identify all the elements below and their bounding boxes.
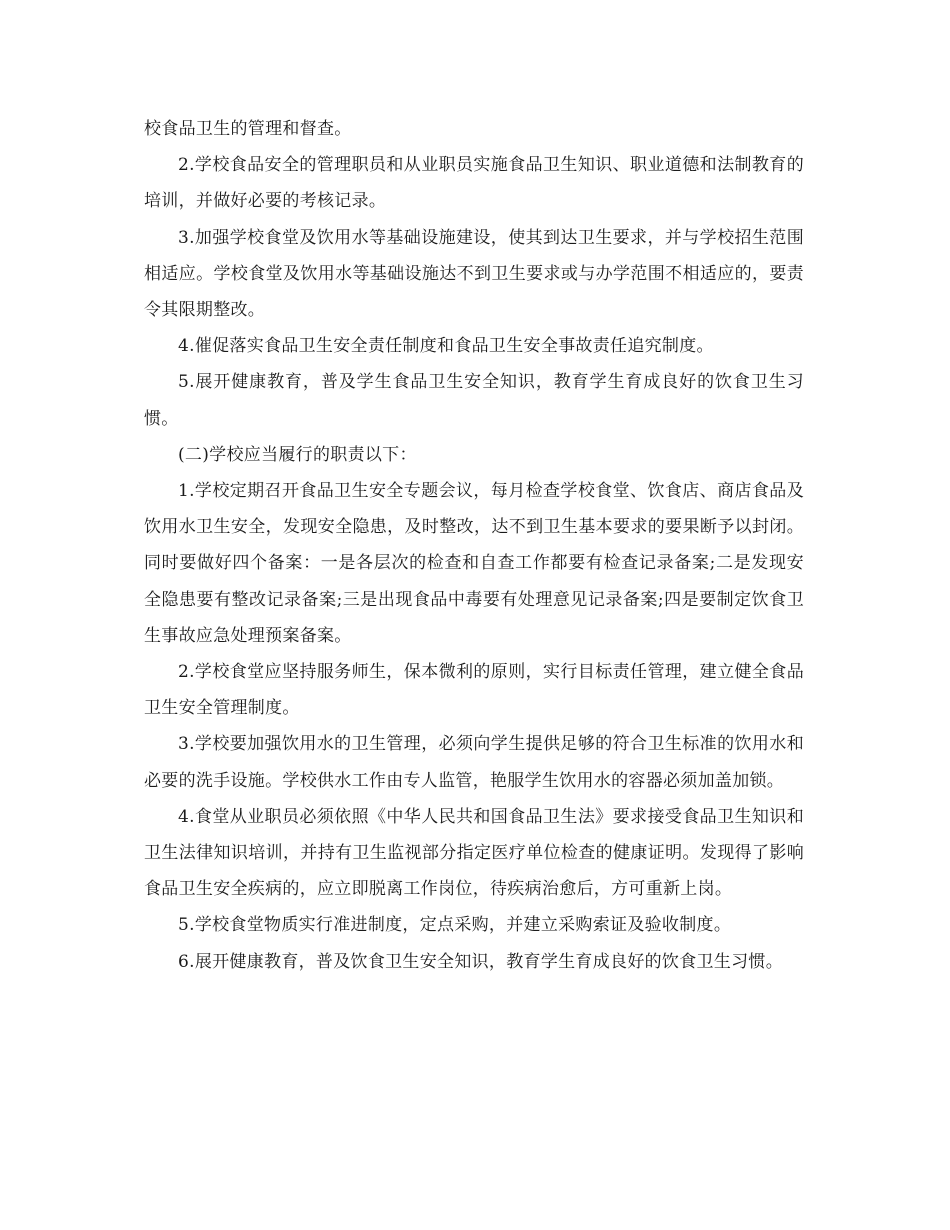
paragraph-1: 校食品卫生的管理和督查。 <box>144 119 352 139</box>
document-body <box>144 111 804 980</box>
paragraph-12: 6.展开健康教育，普及饮食卫生安全知识，教育学生育成良好的饮食卫生习惯。 <box>178 951 784 972</box>
paragraph-11: 5.学校食堂物质实行准进制度，定点采购，并建立采购索证及验收制度。 <box>178 915 732 936</box>
paragraph-9: 3.学校要加强饮用水的卫生管理，必须向学生提供足够的符合卫生标准的饮用水和必要的洗手设施。学校供水工作由专人监管，艳服学生饮用水的容器必须加盖加锁。 <box>144 734 804 791</box>
paragraph-10: 4.食堂从业职员必须依照《中华人民共和国食品卫生法》要求接受食品卫生知识和卫生法律知识培训，并持有卫生监视部分指定医疗单位检查的健康证明。发现得了影响食品卫生安全疾病的，应立即脱离工作岗位，待疾病治愈后，方可重新上岗。 <box>144 806 804 900</box>
paragraph-2: 2.学校食品安全的管理职员和从业职员实施食品卫生知识、职业道德和法制教育的培训，并做好必要的考核记录。 <box>144 155 804 212</box>
paragraph-7: 1.学校定期召开食品卫生安全专题会议，每月检查学校食堂、饮食店、商店食品及饮用水卫生安全，发现安全隐患，及时整改，达不到卫生基本要求的要果断予以封闭。同时要做好四个备案：一是各层次的检查和自查工作都要有检查记录备案;二是发现安全隐患要有整改记录备案;三是出现食品中毒要有处理意见记录备案;四是要制定饮食卫生事故应急处理预案备案。 <box>144 481 804 646</box>
paragraph-8: 2.学校食堂应坚持服务师生，保本微利的原则，实行目标责任管理，建立健全食品卫生安全管理制度。 <box>144 662 804 719</box>
paragraph-5: 5.展开健康教育，普及学生食品卫生安全知识，教育学生育成良好的饮食卫生习惯。 <box>144 372 804 429</box>
section-heading-2: (二)学校应当履行的职责以下： <box>178 444 417 465</box>
paragraph-4: 4.催促落实食品卫生安全责任制度和食品卫生安全事故责任追究制度。 <box>178 336 714 357</box>
paragraph-3: 3.加强学校食堂及饮用水等基础设施建设，使其到达卫生要求，并与学校招生范围相适应。学校食堂及饮用水等基础设施达不到卫生要求或与办学范围不相适应的，要责令其限期整改。 <box>144 227 804 321</box>
